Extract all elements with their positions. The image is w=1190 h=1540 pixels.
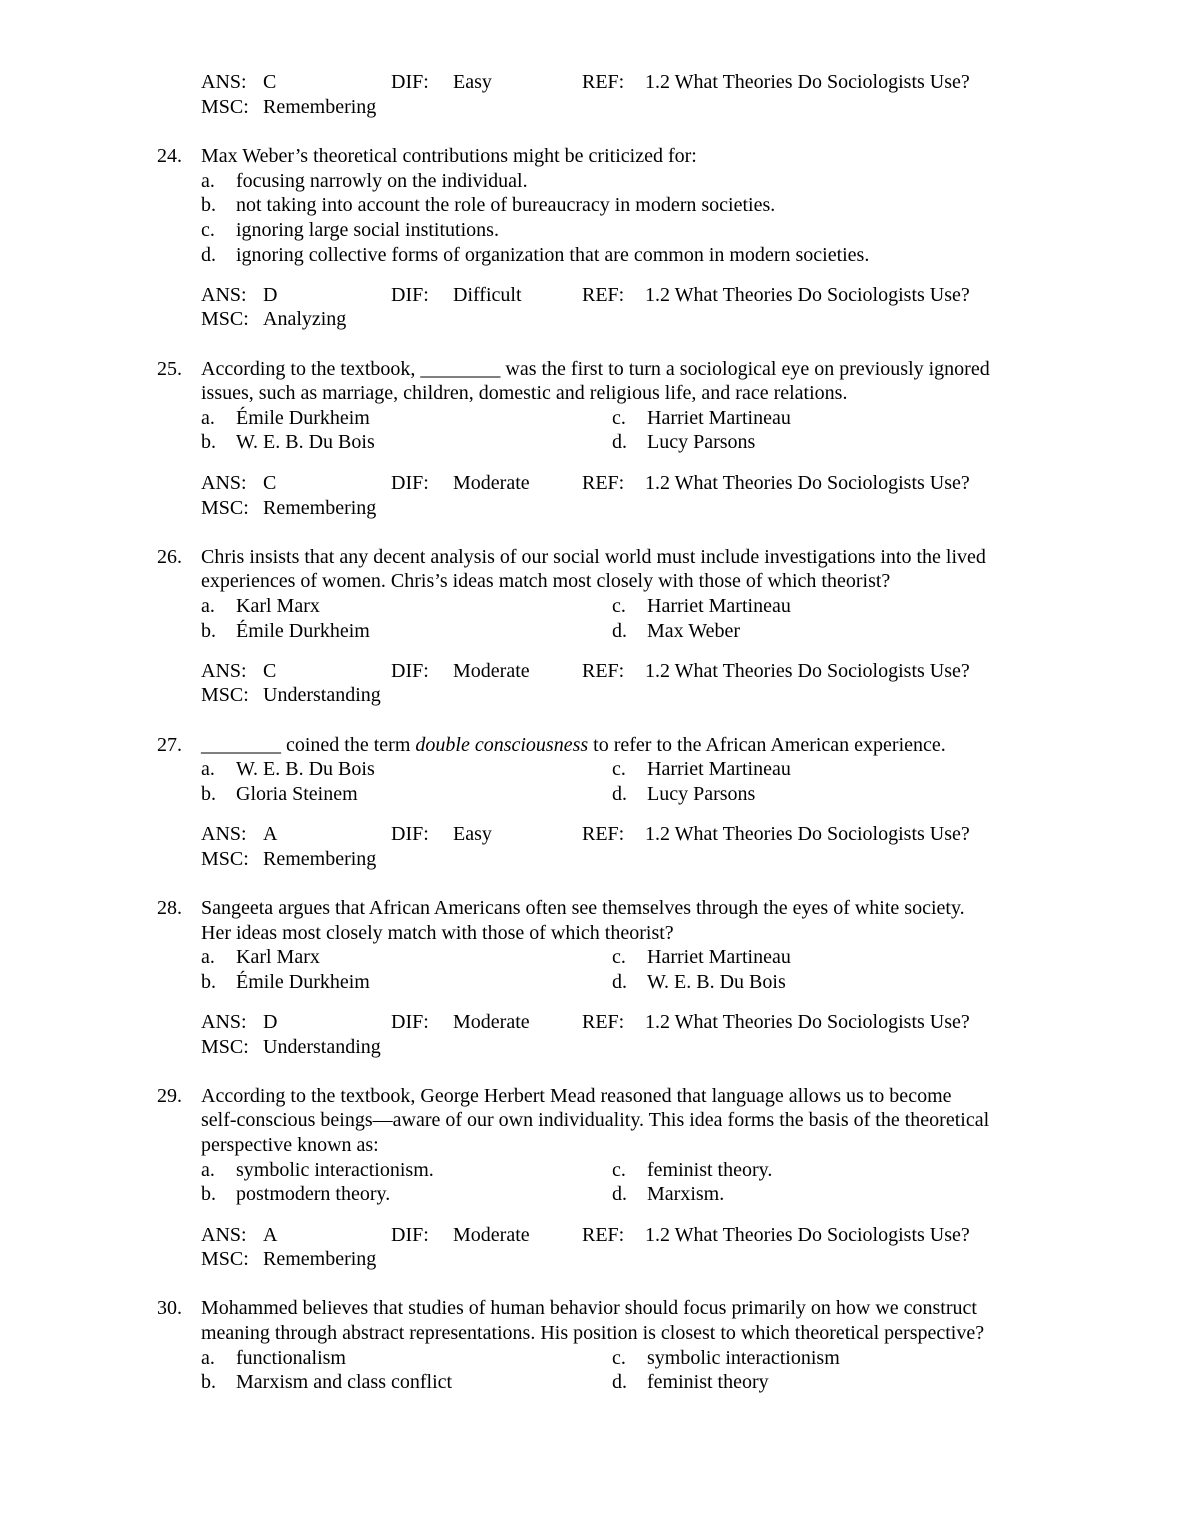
option-letter: c.: [201, 219, 215, 241]
msc-label: MSC:: [201, 848, 249, 870]
option-letter: b.: [201, 1183, 216, 1205]
option-text: Harriet Martineau: [647, 407, 791, 429]
option-text: Karl Marx: [236, 595, 320, 617]
dif-value: Easy: [453, 823, 492, 845]
option-text: Harriet Martineau: [647, 595, 791, 617]
dif-label: DIF:: [391, 71, 429, 93]
question-number: 26.: [157, 546, 182, 568]
option-text: feminist theory.: [647, 1159, 773, 1181]
option-text: Marxism.: [647, 1183, 725, 1205]
option-letter: d.: [612, 1183, 627, 1205]
ref-label: REF:: [582, 823, 625, 845]
dif-label: DIF:: [391, 1224, 429, 1246]
dif-label: DIF:: [391, 1011, 429, 1033]
option-letter: a.: [201, 1159, 215, 1181]
dif-label: DIF:: [391, 472, 429, 494]
option-text: Émile Durkheim: [236, 971, 370, 993]
ref-value: 1.2 What Theories Do Sociologists Use?: [645, 284, 970, 306]
question-number: 25.: [157, 358, 182, 380]
ref-value: 1.2 What Theories Do Sociologists Use?: [645, 1224, 970, 1246]
dif-value: Difficult: [453, 284, 522, 306]
ref-label: REF:: [582, 284, 625, 306]
option-text: W. E. B. Du Bois: [236, 758, 375, 780]
question-stem-line: Chris insists that any decent analysis of our social world must include investigations into the lived: [201, 546, 986, 568]
question-stem-line: According to the textbook, ________ was the first to turn a sociological eye on previously ignored: [201, 358, 990, 380]
question-stem: [201, 733, 946, 757]
option-text: Karl Marx: [236, 946, 320, 968]
question-stem-line: Her ideas most closely match with those of which theorist?: [201, 922, 674, 944]
option-text: feminist theory: [647, 1371, 769, 1393]
question-number: 30.: [157, 1297, 182, 1319]
ref-value: 1.2 What Theories Do Sociologists Use?: [645, 1011, 970, 1033]
question-number: 28.: [157, 897, 182, 919]
stem-pre: ________ coined the term: [201, 734, 416, 756]
ans-value: D: [263, 1011, 278, 1033]
option-text: Émile Durkheim: [236, 620, 370, 642]
option-letter: a.: [201, 758, 215, 780]
msc-value: Understanding: [263, 684, 381, 706]
question-stem-line: Sangeeta argues that African Americans often see themselves through the eyes of white society.: [201, 897, 965, 919]
option-text: ignoring large social institutions.: [236, 219, 499, 241]
option-letter: b.: [201, 620, 216, 642]
ans-value: A: [263, 1224, 278, 1246]
option-letter: a.: [201, 946, 215, 968]
option-text: Harriet Martineau: [647, 758, 791, 780]
question-number: 24.: [157, 145, 182, 167]
msc-label: MSC:: [201, 684, 249, 706]
msc-value: Analyzing: [263, 308, 347, 330]
question-number: 29.: [157, 1085, 182, 1107]
option-letter: d.: [612, 783, 627, 805]
option-letter: a.: [201, 1347, 215, 1369]
option-letter: c.: [612, 595, 626, 617]
msc-label: MSC:: [201, 497, 249, 519]
ans-label: ANS:: [201, 823, 247, 845]
option-text: Max Weber: [647, 620, 740, 642]
option-text: Gloria Steinem: [236, 783, 358, 805]
question-number: 27.: [157, 734, 182, 756]
ref-value: 1.2 What Theories Do Sociologists Use?: [645, 472, 970, 494]
option-letter: b.: [201, 783, 216, 805]
option-text: symbolic interactionism: [647, 1347, 840, 1369]
option-letter: b.: [201, 971, 216, 993]
dif-label: DIF:: [391, 284, 429, 306]
ans-label: ANS:: [201, 1224, 247, 1246]
question-stem-line: self-conscious beings—aware of our own individuality. This idea forms the basis of the theoretical: [201, 1109, 990, 1131]
option-letter: a.: [201, 407, 215, 429]
ans-label: ANS:: [201, 660, 247, 682]
option-letter: a.: [201, 595, 215, 617]
ref-label: REF:: [582, 1224, 625, 1246]
msc-value: Remembering: [263, 96, 377, 118]
option-letter: b.: [201, 194, 216, 216]
msc-value: Remembering: [263, 497, 377, 519]
option-text: postmodern theory.: [236, 1183, 391, 1205]
option-text: not taking into account the role of bureaucracy in modern societies.: [236, 194, 776, 216]
ref-label: REF:: [582, 1011, 625, 1033]
dif-value: Moderate: [453, 1011, 530, 1033]
option-letter: d.: [612, 431, 627, 453]
option-letter: d.: [612, 971, 627, 993]
option-letter: b.: [201, 1371, 216, 1393]
option-text: Harriet Martineau: [647, 946, 791, 968]
question-stem-line: According to the textbook, George Herbert Mead reasoned that language allows us to become: [201, 1085, 952, 1107]
option-text: functionalism: [236, 1347, 346, 1369]
ans-value: C: [263, 472, 277, 494]
question-stem-line: Mohammed believes that studies of human behavior should focus primarily on how we construct: [201, 1297, 977, 1319]
option-text: Émile Durkheim: [236, 407, 370, 429]
msc-value: Understanding: [263, 1036, 381, 1058]
ref-value: 1.2 What Theories Do Sociologists Use?: [645, 823, 970, 845]
option-letter: c.: [612, 758, 626, 780]
option-text: Lucy Parsons: [647, 783, 756, 805]
dif-value: Moderate: [453, 660, 530, 682]
option-text: ignoring collective forms of organization that are common in modern societies.: [236, 244, 870, 266]
msc-label: MSC:: [201, 308, 249, 330]
option-letter: c.: [612, 407, 626, 429]
option-letter: c.: [612, 1159, 626, 1181]
ans-label: ANS:: [201, 71, 247, 93]
ans-value: C: [263, 660, 277, 682]
option-text: W. E. B. Du Bois: [236, 431, 375, 453]
ans-value: C: [263, 71, 277, 93]
option-text: focusing narrowly on the individual.: [236, 170, 528, 192]
question-stem-line: experiences of women. Chris’s ideas match most closely with those of which theorist?: [201, 570, 891, 592]
question-stem-line: perspective known as:: [201, 1134, 379, 1156]
dif-value: Easy: [453, 71, 492, 93]
option-letter: a.: [201, 170, 215, 192]
ref-value: 1.2 What Theories Do Sociologists Use?: [645, 71, 970, 93]
ans-value: A: [263, 823, 278, 845]
msc-label: MSC:: [201, 96, 249, 118]
option-letter: c.: [612, 946, 626, 968]
option-letter: d.: [612, 620, 627, 642]
option-text: Marxism and class conflict: [236, 1371, 453, 1393]
ans-label: ANS:: [201, 1011, 247, 1033]
ref-label: REF:: [582, 71, 625, 93]
option-text: W. E. B. Du Bois: [647, 971, 786, 993]
ans-label: ANS:: [201, 472, 247, 494]
msc-value: Remembering: [263, 1248, 377, 1270]
ans-label: ANS:: [201, 284, 247, 306]
option-text: Lucy Parsons: [647, 431, 756, 453]
dif-value: Moderate: [453, 1224, 530, 1246]
dif-label: DIF:: [391, 660, 429, 682]
ref-label: REF:: [582, 472, 625, 494]
stem-term: double consciousness: [415, 734, 589, 756]
msc-label: MSC:: [201, 1036, 249, 1058]
option-letter: d.: [612, 1371, 627, 1393]
msc-value: Remembering: [263, 848, 377, 870]
stem-post: to refer to the African American experience.: [588, 734, 946, 756]
question-stem-line: meaning through abstract representations. His position is closest to which theoretical perspective?: [201, 1322, 985, 1344]
ref-value: 1.2 What Theories Do Sociologists Use?: [645, 660, 970, 682]
option-text: symbolic interactionism.: [236, 1159, 434, 1181]
question-stem: Max Weber’s theoretical contributions might be criticized for:: [201, 145, 697, 167]
option-letter: c.: [612, 1347, 626, 1369]
msc-label: MSC:: [201, 1248, 249, 1270]
option-letter: b.: [201, 431, 216, 453]
ans-value: D: [263, 284, 278, 306]
ref-label: REF:: [582, 660, 625, 682]
dif-label: DIF:: [391, 823, 429, 845]
question-stem-line: issues, such as marriage, children, domestic and religious life, and race relations.: [201, 382, 848, 404]
dif-value: Moderate: [453, 472, 530, 494]
option-letter: d.: [201, 244, 216, 266]
